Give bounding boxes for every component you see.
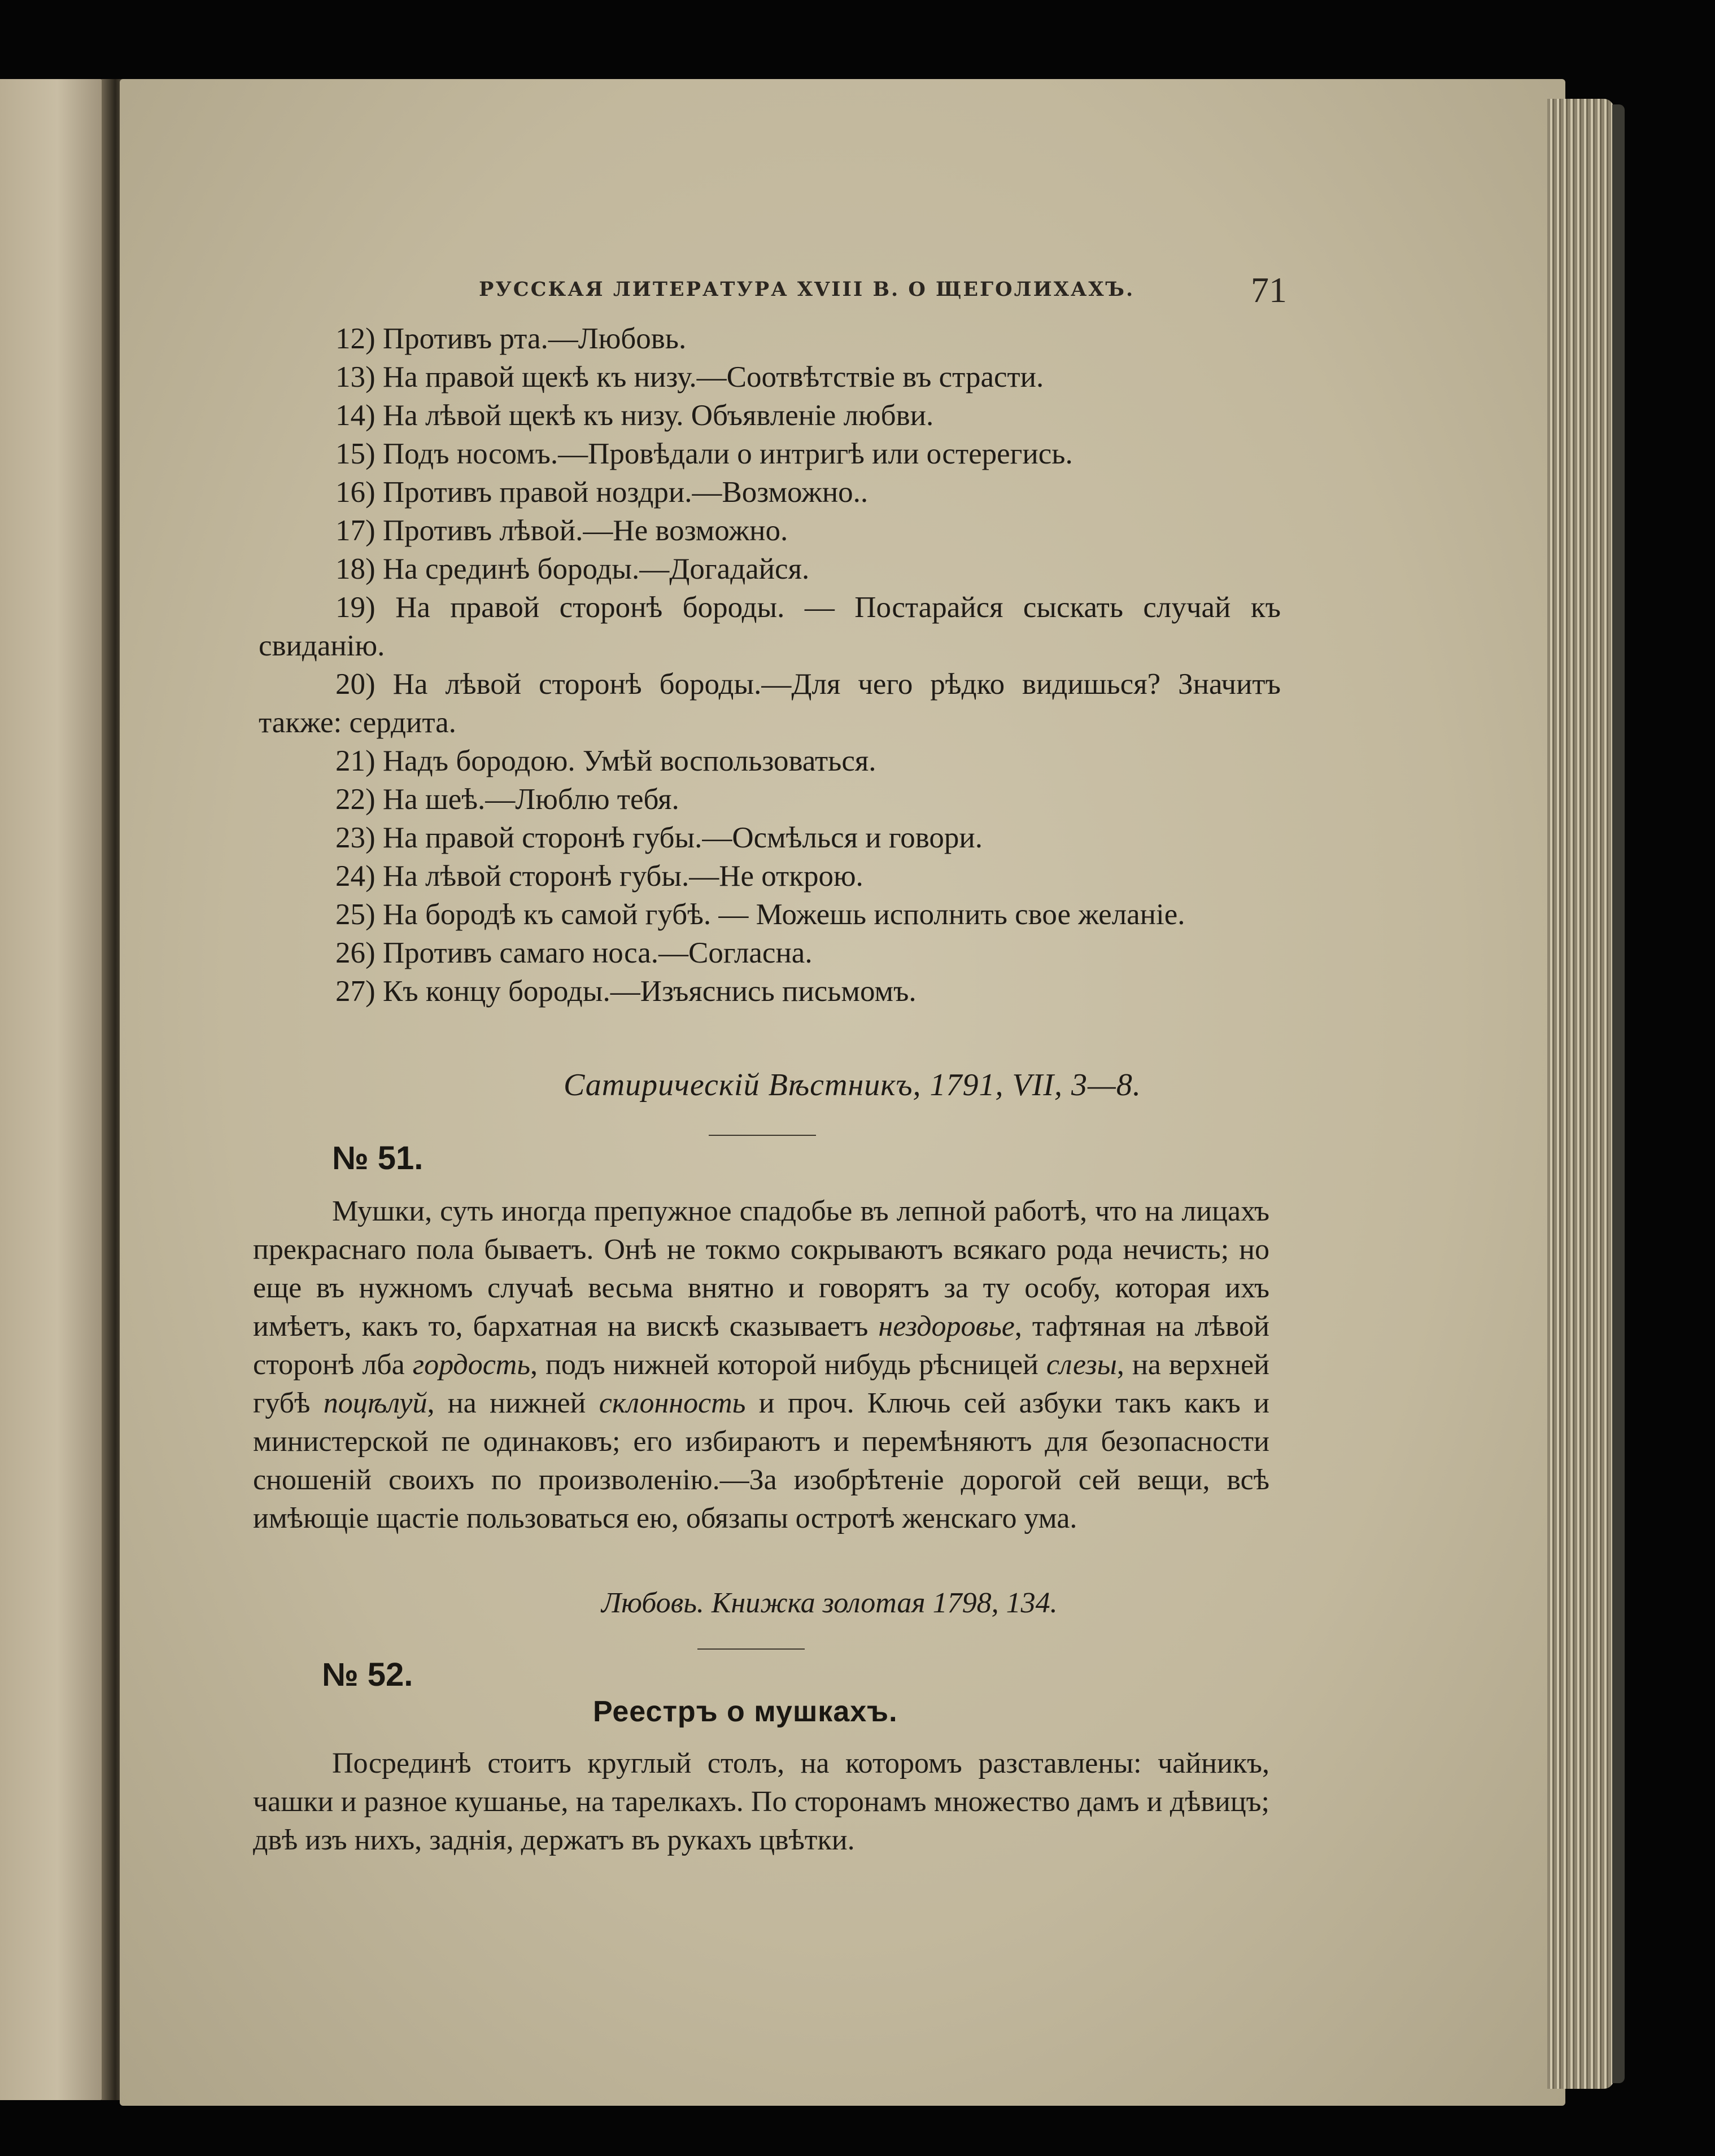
section-number-52: № 52. (322, 1656, 413, 1693)
sign-item-12: 12) Противъ рта.—Любовь. (335, 322, 687, 355)
sign-item-27: 27) Къ концу бороды.—Изъяснись письмомъ. (335, 975, 917, 1008)
sign-item-19: 19) На правой сторонѣ бороды. — Постарайся сыскать случай къ свиданію. (259, 591, 1281, 662)
sign-item-18: 18) На срединѣ бороды.—Догадайся. (335, 553, 810, 585)
text-run: , на нижней (427, 1387, 599, 1419)
citation-golden-book: Любовь. Книжка золотая 1798, 134. (601, 1587, 1058, 1619)
sign-list (259, 320, 1281, 1011)
section-51-paragraph (253, 1192, 1269, 1538)
sign-item-21: 21) Надъ бородою. Умѣй воспользоваться. (335, 745, 876, 777)
text-run: и проч. Ключь сей азбуки такъ какъ и министерской пе одинаковъ; его избираютъ и перемѣняютъ для безопасности сношеній своихъ по произволенію.—За изобрѣтеніе дорогой сей вещи, всѣ имѣющіе щастіе пользоваться ею, обязапы остротѣ женскаго ума. (253, 1387, 1269, 1534)
text-run: Мушки, суть иногда препужное спадобье въ лепной работѣ, что на лицахъ прекраснаго пола бываетъ. Онѣ не токмо сокрываютъ всякаго рода нечисть; но еще въ нужномъ случаѣ весьма внятно и говорятъ за ту особу, которая ихъ имѣетъ, какъ то, бархатная на вискѣ сказываетъ (253, 1195, 1269, 1342)
section-52-paragraph: Посрединѣ стоитъ круглый столъ, на которомъ разставлены: чайникъ, чашки и разное кушанье, на тарелкахъ. По сторонамъ множество дамъ и дѣвицъ; двѣ изъ нихъ, заднія, держатъ въ рукахъ цвѣтки. (253, 1747, 1269, 1856)
sign-item-26: 26) Противъ самаго носа.—Согласна. (335, 937, 813, 969)
emphasis-term: слезы (1046, 1349, 1117, 1381)
sign-item-23: 23) На правой сторонѣ губы.—Осмѣлься и говори. (335, 821, 983, 854)
running-head: РУССКАЯ ЛИТЕРАТУРА XVIII В. О ЩЕГОЛИХАХЪ. (479, 278, 1135, 301)
sign-item-15: 15) Подъ носомъ.—Провѣдали о интригѣ или остерегись. (335, 438, 1073, 470)
section-52-title: Реестръ о мушкахъ. (593, 1695, 898, 1728)
sign-item-17: 17) Противъ лѣвой.—Не возможно. (335, 514, 788, 547)
section-number-51: № 51. (332, 1140, 424, 1177)
sign-item-20: 20) На лѣвой сторонѣ бороды.—Для чего рѣдко видишься? Значитъ также: сердита. (259, 668, 1281, 739)
sign-item-24: 24) На лѣвой сторонѣ губы.—Не открою. (335, 860, 863, 893)
section-divider (709, 1135, 816, 1136)
sign-item-16: 16) Противъ правой ноздри.—Возможно.. (335, 476, 869, 509)
sign-item-22: 22) На шеѣ.—Люблю тебя. (335, 783, 679, 816)
emphasis-term: склонность (599, 1387, 746, 1419)
page-number: 71 (1251, 270, 1287, 310)
emphasis-term: поцѣлуй (323, 1387, 427, 1419)
emphasis-term: гордость (412, 1349, 530, 1381)
emphasis-term: нездоровье (878, 1310, 1015, 1342)
text-run: , тафтяная на лѣвой сторонѣ лба (253, 1310, 1269, 1381)
text-run: , подъ нижней которой нибудь рѣсницей (530, 1349, 1046, 1381)
section-divider (697, 1648, 805, 1650)
text-run: , на верхней губѣ (253, 1349, 1269, 1419)
citation-satiric-herald: Сатирическій Вѣстникъ, 1791, VII, 3—8. (564, 1068, 1141, 1103)
sign-item-13: 13) На правой щекѣ къ низу.—Соотвѣтствіе въ страсти. (335, 361, 1044, 393)
cover-edge (1612, 104, 1625, 2083)
previous-page-edge (0, 79, 104, 2100)
page-stack-edges (1547, 99, 1614, 2089)
sign-item-25: 25) На бородѣ къ самой губѣ. — Можешь исполнить свое желаніе. (335, 898, 1185, 931)
sign-item-14: 14) На лѣвой щекѣ къ низу. Объявленіе любви. (335, 399, 934, 432)
